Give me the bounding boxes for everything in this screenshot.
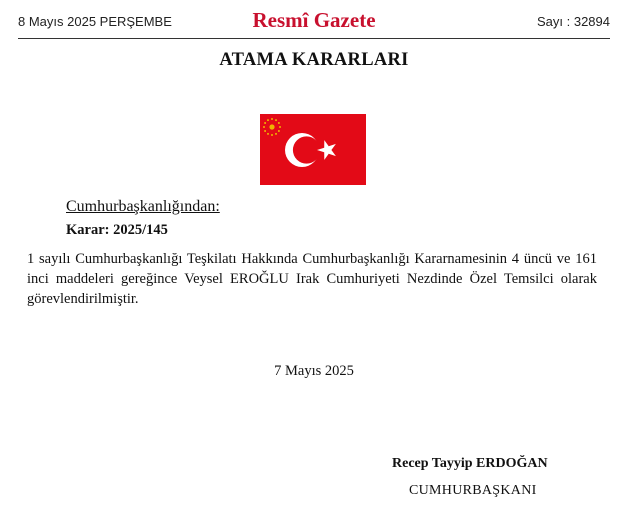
document-title: ATAMA KARARLARI <box>219 50 409 70</box>
decision-date: 7 Mayıs 2025 <box>274 363 354 379</box>
decision-body: 1 sayılı Cumhurbaşkanlığı Teşkilatı Hakkında Cumhurbaşkanlığı Kararnamesinin 4 üncü ve 161 inci maddeleri gereğince Veysel EROĞLU Irak Cumhuriyeti Nezdinde Özel Temsilci olarak görevlendirilmiştir. <box>27 251 597 307</box>
decision-number: Karar: 2025/145 <box>66 222 168 238</box>
signer-name: Recep Tayyip ERDOĞAN <box>392 456 548 471</box>
presidential-flag-emblem-icon <box>260 114 366 185</box>
gazette-title: Resmî Gazete <box>252 8 376 32</box>
signer-title: CUMHURBAŞKANI <box>409 483 537 498</box>
gazette-header <box>18 0 610 39</box>
issue-number: Sayı : 32894 <box>537 14 610 29</box>
header-date: 8 Mayıs 2025 PERŞEMBE <box>18 14 172 29</box>
issuing-authority: Cumhurbaşkanlığından: <box>66 198 220 215</box>
